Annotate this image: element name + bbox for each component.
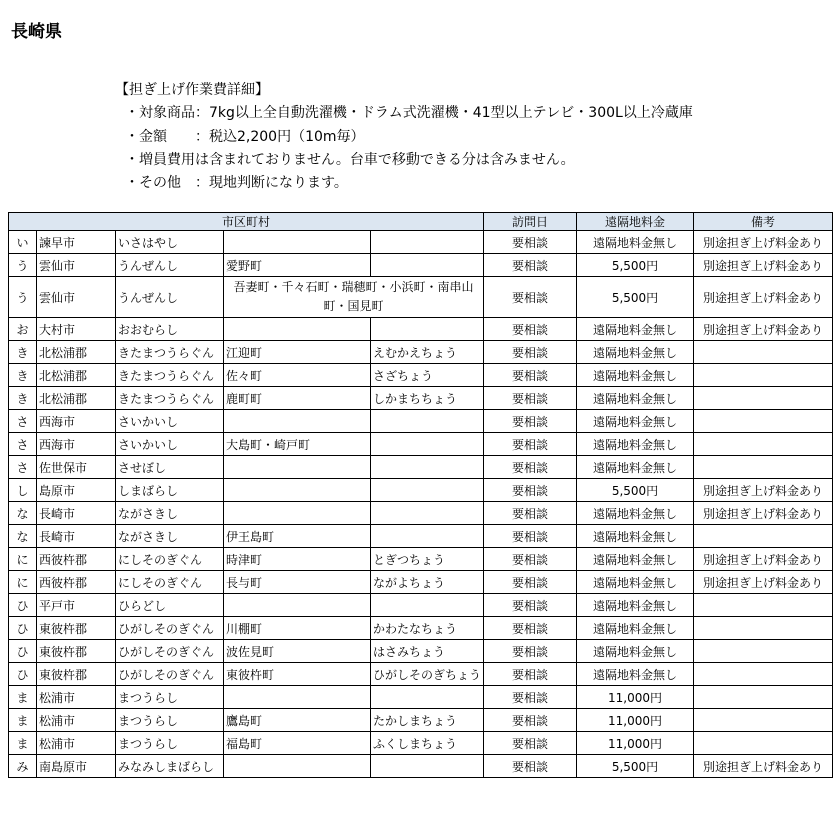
cell-city: 雲仙市 (37, 254, 116, 277)
cell-index-kana: な (9, 502, 37, 525)
cell-fee: 遠隔地料金無し (577, 571, 694, 594)
cell-city: 西海市 (37, 433, 116, 456)
cell-remarks: 別途担ぎ上げ料金あり (694, 571, 833, 594)
cell-city-kana: まつうらし (116, 732, 224, 755)
cell-town (224, 502, 371, 525)
table-row (9, 341, 833, 364)
cell-remarks: 別途担ぎ上げ料金あり (694, 502, 833, 525)
cell-city-kana: ひがしそのぎぐん (116, 640, 224, 663)
cell-index-kana: き (9, 364, 37, 387)
notes-heading: 【担ぎ上げ作業費詳細】 (115, 82, 269, 98)
cell-town: 長与町 (224, 571, 371, 594)
cell-city-kana: しまばらし (116, 479, 224, 502)
notes-item: ・金額 ：税込2,200円（10m毎） (125, 128, 365, 145)
cell-city-kana: きたまつうらぐん (116, 341, 224, 364)
cell-fee: 遠隔地料金無し (577, 433, 694, 456)
cell-town-kana (371, 525, 484, 548)
cell-remarks: 別途担ぎ上げ料金あり (694, 318, 833, 341)
cell-city-kana: ひがしそのぎぐん (116, 663, 224, 686)
cell-city: 北松浦郡 (37, 364, 116, 387)
table-row (9, 686, 833, 709)
table-row (9, 254, 833, 277)
cell-town (224, 686, 371, 709)
cell-remarks: 別途担ぎ上げ料金あり (694, 479, 833, 502)
page-title: 長崎県 (11, 22, 62, 42)
cell-visit: 要相談 (484, 640, 577, 663)
cell-fee: 遠隔地料金無し (577, 663, 694, 686)
cell-city: 東彼杵郡 (37, 617, 116, 640)
cell-remarks: 別途担ぎ上げ料金あり (694, 755, 833, 778)
cell-town-kana (371, 456, 484, 479)
notes-item: ・対象商品：7kg以上全自動洗濯機・ドラム式洗濯機・41型以上テレビ・300L以上冷蔵庫 (125, 105, 693, 122)
cell-remarks: 別途担ぎ上げ料金あり (694, 277, 833, 318)
cell-visit: 要相談 (484, 502, 577, 525)
cell-town (224, 318, 371, 341)
cell-town-kana (371, 479, 484, 502)
cell-city: 西彼杵郡 (37, 571, 116, 594)
table-row (9, 594, 833, 617)
cell-city-kana: にしそのぎぐん (116, 548, 224, 571)
cell-remarks (694, 341, 833, 364)
cell-town (224, 456, 371, 479)
cell-remarks (694, 387, 833, 410)
cell-fee: 遠隔地料金無し (577, 594, 694, 617)
table-row (9, 456, 833, 479)
cell-visit: 要相談 (484, 456, 577, 479)
table-row (9, 410, 833, 433)
cell-town-kana: たかしまちょう (371, 709, 484, 732)
cell-city-kana: まつうらし (116, 709, 224, 732)
cell-town (224, 410, 371, 433)
cell-remarks: 別途担ぎ上げ料金あり (694, 548, 833, 571)
cell-town-kana: えむかえちょう (371, 341, 484, 364)
cell-index-kana: い (9, 231, 37, 254)
cell-fee: 5,500円 (577, 254, 694, 277)
cell-city-kana: さいかいし (116, 433, 224, 456)
cell-fee: 遠隔地料金無し (577, 318, 694, 341)
cell-city: 諫早市 (37, 231, 116, 254)
cell-town: 佐々町 (224, 364, 371, 387)
cell-visit: 要相談 (484, 663, 577, 686)
cell-town: 伊王島町 (224, 525, 371, 548)
cell-city: 北松浦郡 (37, 341, 116, 364)
cell-visit: 要相談 (484, 525, 577, 548)
cell-town: 大島町・崎戸町 (224, 433, 371, 456)
cell-city: 佐世保市 (37, 456, 116, 479)
cell-town-kana (371, 231, 484, 254)
cell-fee: 遠隔地料金無し (577, 341, 694, 364)
cell-fee: 5,500円 (577, 277, 694, 318)
cell-visit: 要相談 (484, 479, 577, 502)
cell-town: 川棚町 (224, 617, 371, 640)
header-area: 市区町村 (9, 213, 484, 231)
table-row (9, 433, 833, 456)
cell-town-kana (371, 594, 484, 617)
cell-index-kana: し (9, 479, 37, 502)
cell-visit: 要相談 (484, 594, 577, 617)
cell-city-kana: させぼし (116, 456, 224, 479)
cell-fee: 遠隔地料金無し (577, 548, 694, 571)
cell-city-kana: まつうらし (116, 686, 224, 709)
cell-visit: 要相談 (484, 433, 577, 456)
cell-town-kana (371, 755, 484, 778)
table-row (9, 571, 833, 594)
cell-city-kana: きたまつうらぐん (116, 387, 224, 410)
cell-town-kana: しかまちちょう (371, 387, 484, 410)
cell-fee: 5,500円 (577, 479, 694, 502)
notes-item: ・増員費用は含まれておりません。台車で移動できる分は含みません。 (125, 151, 575, 168)
cell-fee: 5,500円 (577, 755, 694, 778)
work-fee-notes (115, 79, 693, 195)
cell-city: 松浦市 (37, 732, 116, 755)
cell-fee: 11,000円 (577, 709, 694, 732)
cell-visit: 要相談 (484, 254, 577, 277)
cell-fee: 遠隔地料金無し (577, 456, 694, 479)
cell-town: 愛野町 (224, 254, 371, 277)
area-fee-table (8, 212, 833, 778)
cell-town-kana: さざちょう (371, 364, 484, 387)
cell-fee: 遠隔地料金無し (577, 364, 694, 387)
cell-city-kana: さいかいし (116, 410, 224, 433)
cell-city: 南島原市 (37, 755, 116, 778)
cell-town: 時津町 (224, 548, 371, 571)
cell-index-kana: さ (9, 433, 37, 456)
cell-town (224, 231, 371, 254)
cell-remarks (694, 456, 833, 479)
cell-town: 吾妻町・千々石町・瑞穂町・小浜町・南串山町・国見町 (224, 277, 484, 318)
cell-fee: 遠隔地料金無し (577, 502, 694, 525)
cell-city-kana: ひがしそのぎぐん (116, 617, 224, 640)
cell-remarks (694, 594, 833, 617)
cell-city: 平戸市 (37, 594, 116, 617)
cell-visit: 要相談 (484, 617, 577, 640)
cell-city: 島原市 (37, 479, 116, 502)
table-row (9, 755, 833, 778)
cell-remarks (694, 709, 833, 732)
table-row (9, 277, 833, 318)
table-row (9, 640, 833, 663)
cell-visit: 要相談 (484, 231, 577, 254)
table-header-row (9, 213, 833, 231)
cell-fee: 遠隔地料金無し (577, 617, 694, 640)
cell-town: 江迎町 (224, 341, 371, 364)
cell-index-kana: ひ (9, 617, 37, 640)
cell-index-kana: き (9, 341, 37, 364)
header-remarks: 備考 (694, 213, 833, 231)
cell-city-kana: うんぜんし (116, 277, 224, 318)
table-row (9, 548, 833, 571)
cell-town-kana (371, 502, 484, 525)
cell-index-kana: ま (9, 686, 37, 709)
cell-city: 西海市 (37, 410, 116, 433)
cell-city: 長崎市 (37, 502, 116, 525)
table-row (9, 525, 833, 548)
cell-town: 東彼杵町 (224, 663, 371, 686)
cell-city: 大村市 (37, 318, 116, 341)
table-row (9, 364, 833, 387)
cell-city: 東彼杵郡 (37, 640, 116, 663)
cell-fee: 遠隔地料金無し (577, 231, 694, 254)
cell-index-kana: に (9, 571, 37, 594)
cell-remarks (694, 617, 833, 640)
cell-index-kana: ま (9, 732, 37, 755)
table-row (9, 663, 833, 686)
cell-index-kana: ま (9, 709, 37, 732)
table-row (9, 479, 833, 502)
cell-city-kana: ながさきし (116, 525, 224, 548)
cell-index-kana: な (9, 525, 37, 548)
cell-town-kana (371, 433, 484, 456)
cell-visit: 要相談 (484, 410, 577, 433)
cell-town-kana (371, 318, 484, 341)
table-row (9, 709, 833, 732)
cell-index-kana: お (9, 318, 37, 341)
cell-city-kana: にしそのぎぐん (116, 571, 224, 594)
cell-town: 福島町 (224, 732, 371, 755)
table-row (9, 732, 833, 755)
cell-visit: 要相談 (484, 277, 577, 318)
cell-visit: 要相談 (484, 709, 577, 732)
cell-visit: 要相談 (484, 387, 577, 410)
cell-fee: 遠隔地料金無し (577, 640, 694, 663)
cell-city-kana: ながさきし (116, 502, 224, 525)
cell-remarks (694, 364, 833, 387)
cell-city-kana: おおむらし (116, 318, 224, 341)
cell-town-kana: ふくしまちょう (371, 732, 484, 755)
cell-fee: 遠隔地料金無し (577, 525, 694, 548)
cell-town: 鷹島町 (224, 709, 371, 732)
cell-index-kana: さ (9, 456, 37, 479)
cell-town-kana: ながよちょう (371, 571, 484, 594)
cell-town-kana (371, 686, 484, 709)
cell-fee: 遠隔地料金無し (577, 387, 694, 410)
table-row (9, 617, 833, 640)
cell-city: 東彼杵郡 (37, 663, 116, 686)
cell-city-kana: みなみしまばらし (116, 755, 224, 778)
cell-remarks: 別途担ぎ上げ料金あり (694, 254, 833, 277)
cell-town-kana (371, 410, 484, 433)
cell-remarks (694, 732, 833, 755)
cell-visit: 要相談 (484, 341, 577, 364)
cell-visit: 要相談 (484, 364, 577, 387)
cell-remarks (694, 410, 833, 433)
cell-index-kana: ひ (9, 640, 37, 663)
table-row (9, 387, 833, 410)
cell-visit: 要相談 (484, 571, 577, 594)
cell-town (224, 755, 371, 778)
cell-town-kana: とぎつちょう (371, 548, 484, 571)
cell-city: 長崎市 (37, 525, 116, 548)
cell-remarks (694, 433, 833, 456)
cell-town (224, 479, 371, 502)
table-row (9, 231, 833, 254)
cell-remarks (694, 640, 833, 663)
cell-remarks (694, 525, 833, 548)
cell-town: 鹿町町 (224, 387, 371, 410)
cell-city: 北松浦郡 (37, 387, 116, 410)
cell-visit: 要相談 (484, 755, 577, 778)
cell-visit: 要相談 (484, 318, 577, 341)
cell-city-kana: ひらどし (116, 594, 224, 617)
cell-index-kana: う (9, 254, 37, 277)
table-row (9, 318, 833, 341)
cell-index-kana: う (9, 277, 37, 318)
header-fee: 遠隔地料金 (577, 213, 694, 231)
cell-index-kana: き (9, 387, 37, 410)
cell-city: 松浦市 (37, 709, 116, 732)
table-row (9, 502, 833, 525)
cell-visit: 要相談 (484, 686, 577, 709)
cell-index-kana: に (9, 548, 37, 571)
cell-town-kana: かわたなちょう (371, 617, 484, 640)
cell-city: 西彼杵郡 (37, 548, 116, 571)
cell-city: 雲仙市 (37, 277, 116, 318)
cell-index-kana: み (9, 755, 37, 778)
header-visit: 訪問日 (484, 213, 577, 231)
cell-remarks (694, 686, 833, 709)
notes-item: ・その他 ：現地判断になります。 (125, 175, 348, 192)
cell-visit: 要相談 (484, 548, 577, 571)
cell-index-kana: ひ (9, 594, 37, 617)
cell-city-kana: きたまつうらぐん (116, 364, 224, 387)
cell-town: 波佐見町 (224, 640, 371, 663)
cell-index-kana: さ (9, 410, 37, 433)
cell-index-kana: ひ (9, 663, 37, 686)
cell-remarks: 別途担ぎ上げ料金あり (694, 231, 833, 254)
cell-fee: 遠隔地料金無し (577, 410, 694, 433)
cell-town (224, 594, 371, 617)
cell-city-kana: いさはやし (116, 231, 224, 254)
cell-fee: 11,000円 (577, 686, 694, 709)
cell-visit: 要相談 (484, 732, 577, 755)
cell-town-kana: はさみちょう (371, 640, 484, 663)
cell-city: 松浦市 (37, 686, 116, 709)
cell-town-kana: ひがしそのぎちょう (371, 663, 484, 686)
cell-fee: 11,000円 (577, 732, 694, 755)
cell-city-kana: うんぜんし (116, 254, 224, 277)
cell-town-kana (371, 254, 484, 277)
cell-remarks (694, 663, 833, 686)
